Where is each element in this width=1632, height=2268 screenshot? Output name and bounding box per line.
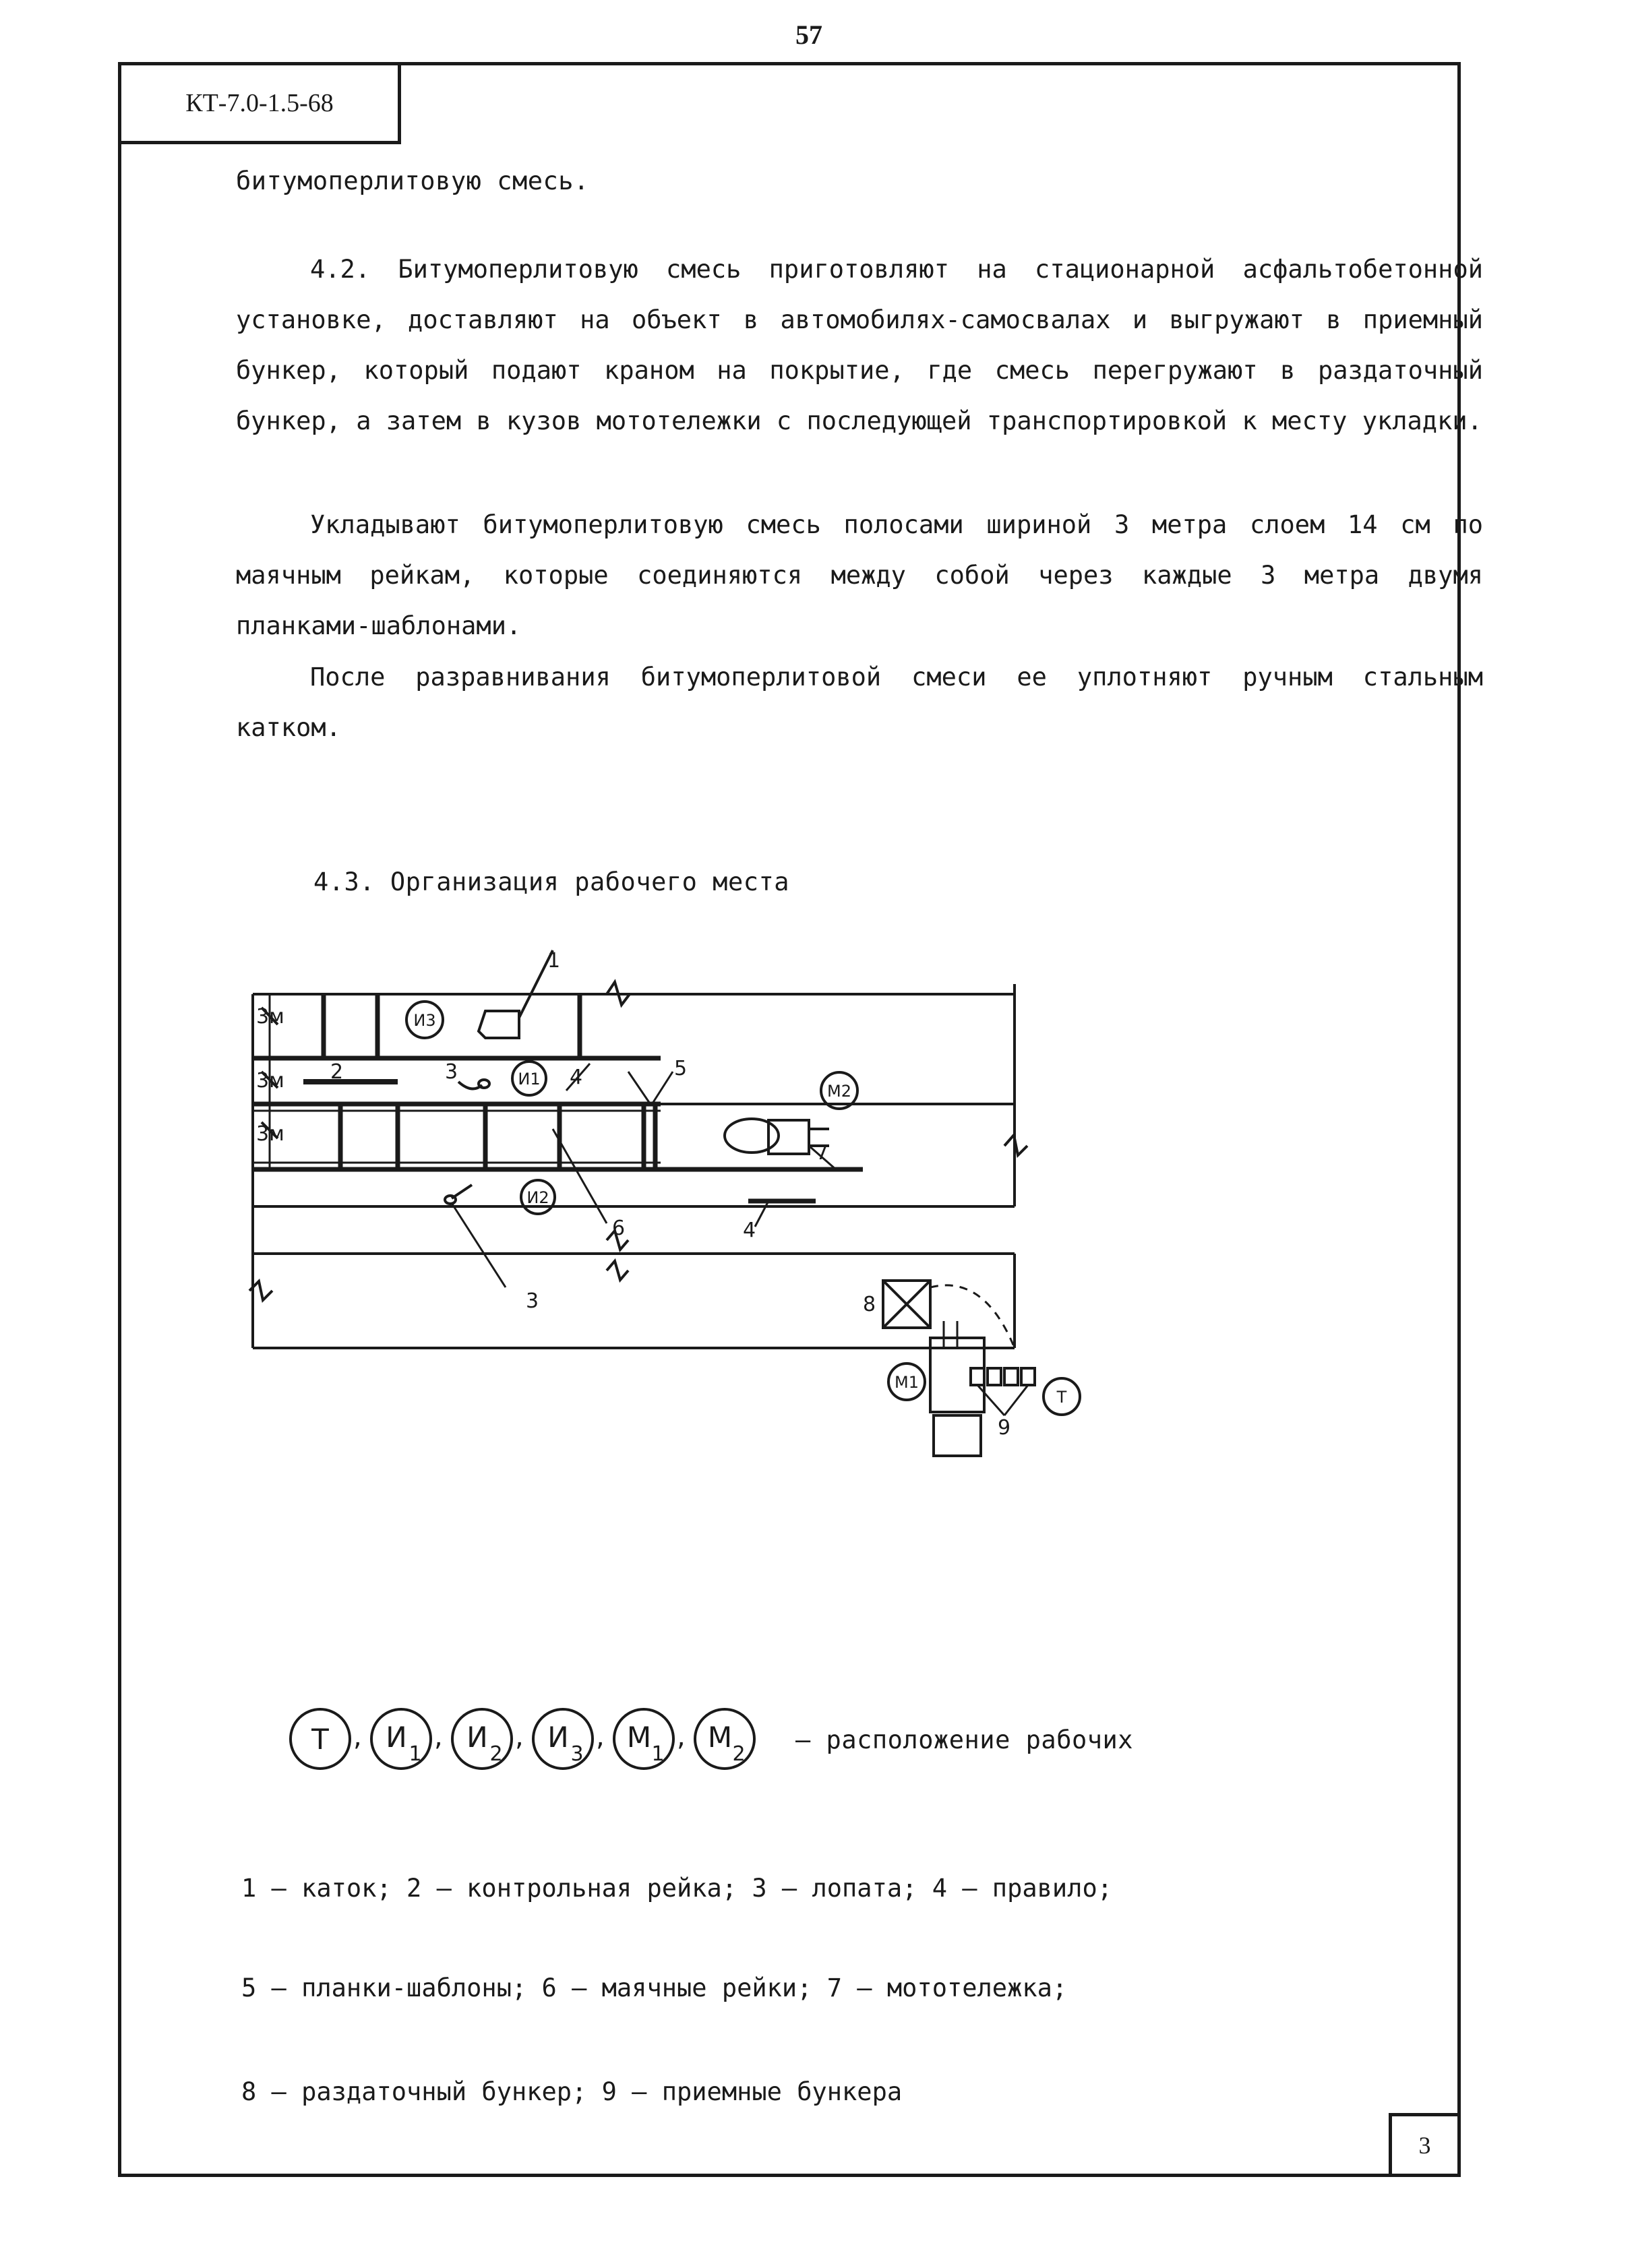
worker-symbol-i2-sub: 2 <box>489 1742 503 1766</box>
worker-symbol-i2: И <box>466 1721 488 1754</box>
worker-symbol-i3: И <box>547 1721 569 1754</box>
callout-3: 3 <box>445 1060 458 1084</box>
document-code: КТ-7.0-1.5-68 <box>118 62 401 144</box>
paragraph-compaction: После разравнивания битумоперлитовой смеси ее уплотняют ручным стальным катком. <box>236 663 1483 742</box>
worker-mark-i2: И2 <box>526 1188 549 1207</box>
worker-symbol-i1: И <box>386 1721 407 1754</box>
workers-caption: – расположение рабочих <box>795 1725 1134 1754</box>
dimension-label: 3м <box>256 1005 284 1029</box>
symbol-separator: , <box>596 1721 605 1752</box>
legend-line-2: 5 – планки-шаблоны; 6 – маячные рейки; 7 – мототележка; <box>241 1973 1068 2002</box>
callout-5: 5 <box>674 1057 688 1080</box>
callout-4: 4 <box>570 1066 583 1089</box>
section-heading-4-3: 4.3. Организация рабочего места <box>313 867 790 896</box>
callout-6: 6 <box>612 1217 626 1240</box>
workplace-diagram <box>229 944 1186 1469</box>
worker-symbol-t: Т <box>311 1723 329 1756</box>
callout-8: 8 <box>863 1293 876 1316</box>
paragraph-4-2: 4.2. Битумоперлитовую смесь приготовляют на стационарной асфальтобетонной установке, доставляют на объект в автомобилях-самосвалах и выгружают в приемный бункер, который подают краном на покрытие, где смесь перегружают в раздаточный бункер, а затем в кузов мототележки с последующей транспортировкой к месту укладки. <box>236 255 1483 435</box>
worker-symbols <box>283 1698 795 1786</box>
worker-mark-i1: И1 <box>518 1070 541 1089</box>
symbol-separator: , <box>515 1721 524 1752</box>
symbol-separator: , <box>353 1721 362 1752</box>
callout-7: 7 <box>816 1141 829 1165</box>
dimension-label: 3м <box>256 1069 284 1093</box>
worker-mark-t: Т <box>1056 1388 1067 1407</box>
worker-mark-m2: М2 <box>827 1082 851 1101</box>
symbol-separator: , <box>434 1721 443 1752</box>
worker-mark-i3: И3 <box>413 1011 436 1030</box>
legend-line-3: 8 – раздаточный бункер; 9 – приемные бункера <box>241 2077 903 2106</box>
dimension-label: 3м <box>256 1122 284 1146</box>
worker-symbol-m2: М <box>707 1721 733 1754</box>
sheet-number: 3 <box>1389 2113 1461 2177</box>
callout-3-lower: 3 <box>526 1289 539 1313</box>
paragraph-laying: Укладывают битумоперлитовую смесь полосами шириной 3 метра слоем 14 см по маячным рейкам, которые соединяются между собой через каждые 3 метра двумя планками-шаблонами. <box>236 510 1483 640</box>
page-number: 57 <box>795 20 822 50</box>
worker-mark-m1: М1 <box>895 1373 919 1392</box>
worker-symbol-i1-sub: 1 <box>409 1742 422 1766</box>
callout-2: 2 <box>330 1060 344 1084</box>
symbol-separator: , <box>677 1721 686 1752</box>
worker-symbol-m2-sub: 2 <box>732 1742 746 1766</box>
worker-symbol-m1: М <box>626 1721 652 1754</box>
callout-4-lower: 4 <box>743 1219 756 1242</box>
callout-9: 9 <box>998 1416 1011 1440</box>
worker-symbol-m1-sub: 1 <box>651 1742 665 1766</box>
worker-symbol-i3-sub: 3 <box>570 1742 584 1766</box>
callout-1: 1 <box>547 949 561 973</box>
continuation-text: битумоперлитовую смесь. <box>236 166 589 195</box>
legend-line-1: 1 – каток; 2 – контрольная рейка; 3 – лопата; 4 – правило; <box>241 1874 1113 1903</box>
